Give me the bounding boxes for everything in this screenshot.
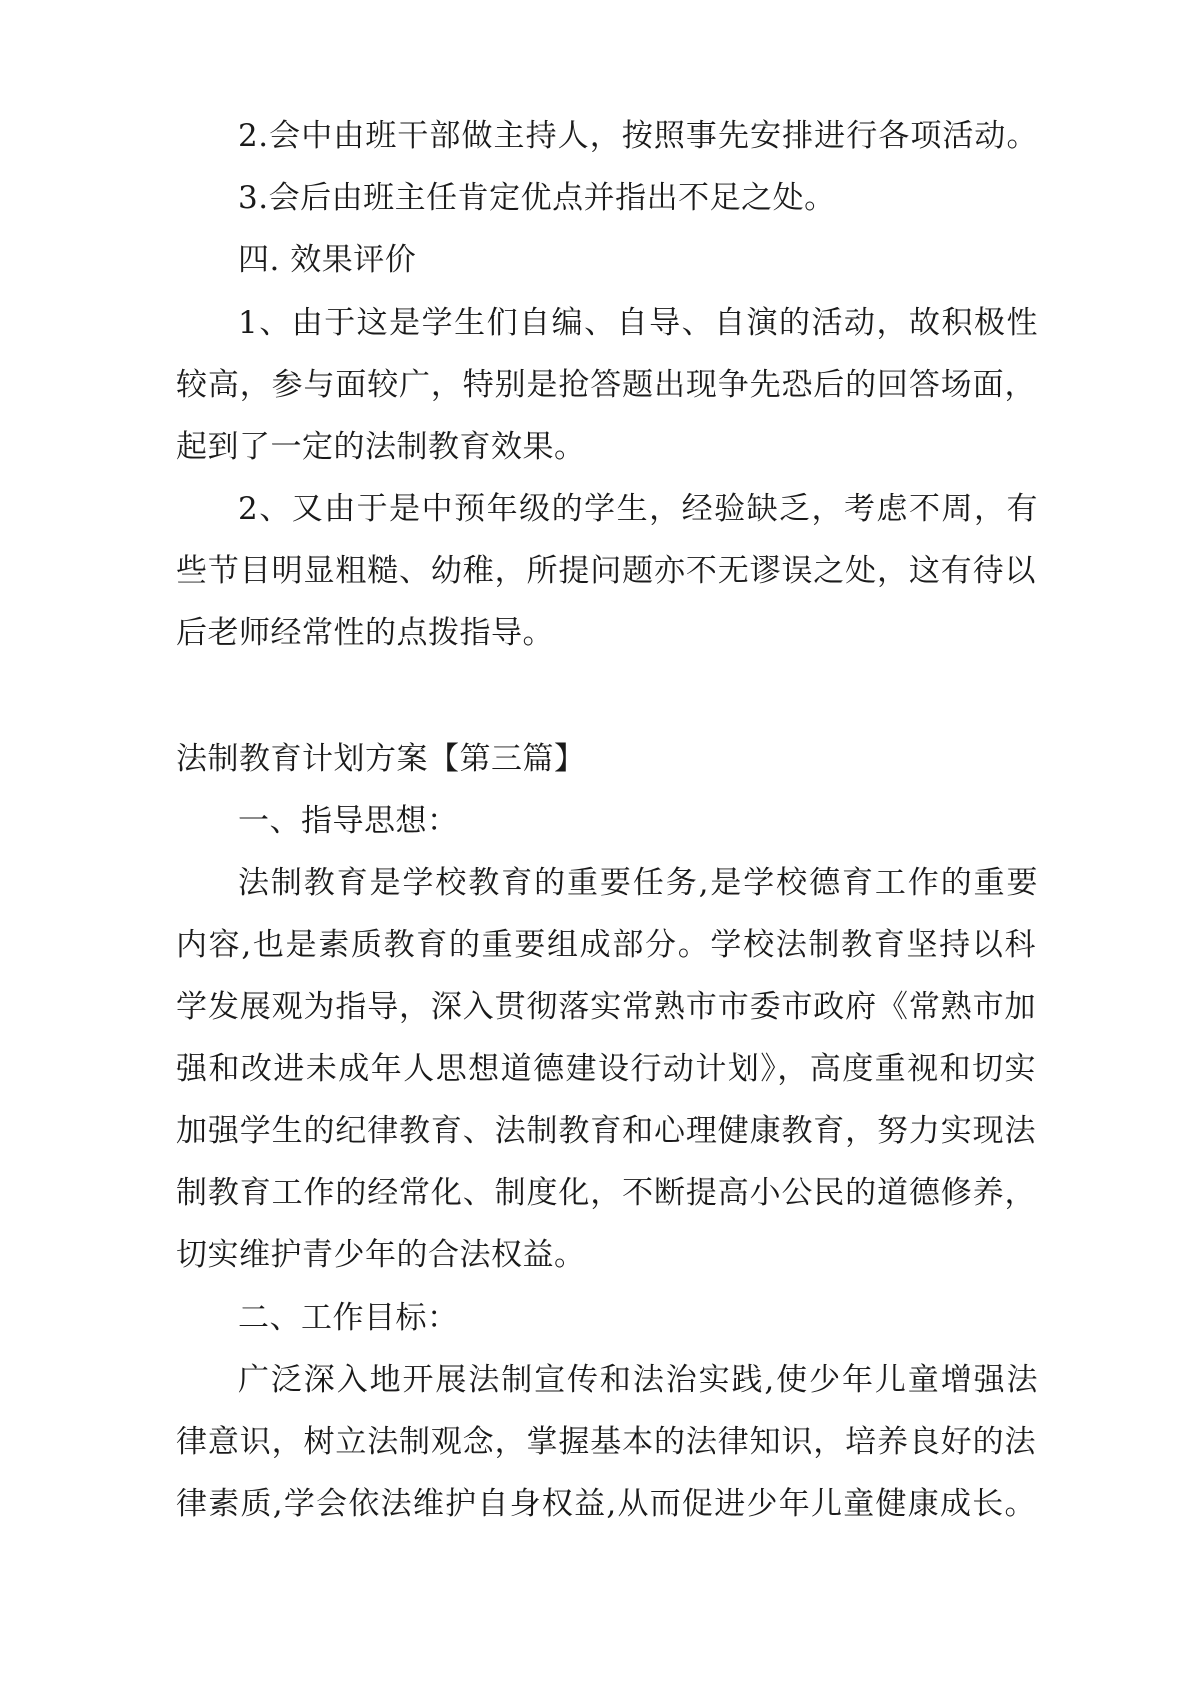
paragraph-line: 广泛深入地开展法制宣传和法治实践,使少年儿童增强法 [238,1362,1038,1398]
paragraph-line: 强和改进未成年人思想道德建设行动计划》，高度重视和切实 [176,1051,1036,1087]
paragraph-line: 2、又由于是中预年级的学生，经验缺乏，考虑不周，有 [238,491,1038,527]
section-heading: 四. 效果评价 [238,242,417,278]
paragraph-line: 2.会中由班干部做主持人，按照事先安排进行各项活动。 [238,118,1038,154]
paragraph-line: 加强学生的纪律教育、法制教育和心理健康教育，努力实现法 [176,1113,1036,1149]
document-title: 法制教育计划方案【第三篇】 [176,741,586,777]
paragraph-line: 内容,也是素质教育的重要组成部分。学校法制教育坚持以科 [176,927,1036,963]
paragraph-line: 制教育工作的经常化、制度化，不断提高小公民的道德修养， [176,1175,1036,1211]
paragraph-line: 法制教育是学校教育的重要任务,是学校德育工作的重要 [238,865,1038,901]
paragraph-line: 些节目明显粗糙、幼稚，所提问题亦不无谬误之处，这有待以 [176,553,1036,589]
paragraph-line: 3.会后由班主任肯定优点并指出不足之处。 [238,180,836,216]
paragraph-line: 学发展观为指导，深入贯彻落实常熟市市委市政府《常熟市加 [176,989,1036,1025]
paragraph-line: 较高，参与面较广，特别是抢答题出现争先恐后的回答场面， [176,367,1036,403]
paragraph-line: 律意识，树立法制观念，掌握基本的法律知识，培养良好的法 [176,1424,1036,1460]
section-heading: 一、指导思想： [238,803,459,839]
paragraph-line: 律素质,学会依法维护自身权益,从而促进少年儿童健康成长。 [176,1486,1036,1522]
paragraph-line: 后老师经常性的点拨指导。 [176,615,554,651]
paragraph-line: 1、由于这是学生们自编、自导、自演的活动，故积极性 [238,305,1038,341]
paragraph-line: 切实维护青少年的合法权益。 [176,1237,586,1273]
section-heading: 二、工作目标： [238,1300,459,1336]
paragraph-line: 起到了一定的法制教育效果。 [176,429,586,465]
